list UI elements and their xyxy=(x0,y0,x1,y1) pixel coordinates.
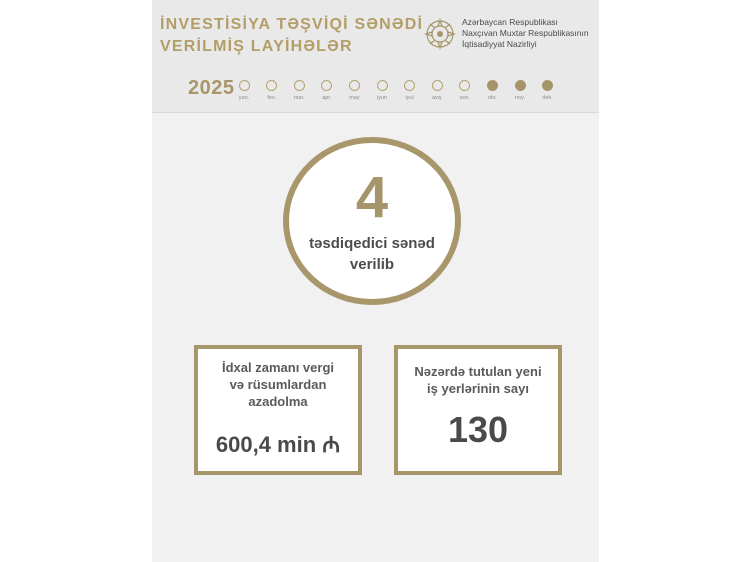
month-item xyxy=(506,80,534,101)
tax-exemption-card xyxy=(194,345,362,475)
new-jobs-value: 130 xyxy=(447,409,509,450)
documents-caption-line-1: təsdiqedici sənəd xyxy=(309,235,435,252)
page-title xyxy=(160,14,423,58)
month-item xyxy=(534,80,562,101)
header-divider xyxy=(152,112,599,113)
month-dot-empty xyxy=(266,80,277,91)
month-dot-empty xyxy=(377,80,388,91)
month-label: fev. xyxy=(267,95,276,101)
title-line-1: İNVESTİSİYA TƏŞVİQİ SƏNƏDİ xyxy=(160,16,424,33)
month-item xyxy=(258,80,286,101)
month-label: dek. xyxy=(542,95,553,101)
month-item xyxy=(340,80,368,101)
month-dot-empty xyxy=(432,80,443,91)
month-dot-empty xyxy=(459,80,470,91)
month-item xyxy=(368,80,396,101)
month-dot-empty xyxy=(294,80,305,91)
ministry-emblem-icon xyxy=(424,18,456,50)
new-jobs-label-line-1: Nəzərdə tutulan yeni xyxy=(414,364,542,379)
approved-documents-circle xyxy=(283,137,461,305)
month-label: apr. xyxy=(322,95,332,101)
month-label: yan. xyxy=(238,95,250,101)
new-jobs-label-line-2: iş yerlərinin sayı xyxy=(427,381,529,396)
ministry-line-2: Naxçıvan Muxtar Respublikasının xyxy=(462,28,589,38)
documents-caption xyxy=(289,233,455,275)
month-label: okt. xyxy=(487,95,497,101)
month-item xyxy=(396,80,424,101)
tax-exemption-label-line-3: azadolma xyxy=(248,394,308,409)
tax-exemption-value: 600,4 min ₼ xyxy=(215,432,341,457)
tax-exemption-label-line-1: İdxal zamanı vergi xyxy=(222,360,334,375)
month-label: noy. xyxy=(515,95,525,101)
ministry-line-1: Azərbaycan Respublikası xyxy=(462,17,558,27)
tax-exemption-label-line-2: və rüsumlardan xyxy=(229,377,327,392)
month-timeline xyxy=(238,80,568,110)
new-jobs-card xyxy=(394,345,562,475)
month-label: may xyxy=(349,95,360,101)
new-jobs-label xyxy=(398,363,558,397)
month-dot-empty xyxy=(349,80,360,91)
month-item xyxy=(313,80,341,101)
month-label: sen. xyxy=(459,95,470,101)
month-label: avq. xyxy=(431,95,443,101)
title-line-2: VERİLMİŞ LAYİHƏLƏR xyxy=(160,38,353,55)
month-dot-filled xyxy=(515,80,526,91)
month-label: iyul xyxy=(405,95,414,101)
month-dot-empty xyxy=(404,80,415,91)
documents-caption-line-2: verilib xyxy=(349,256,395,273)
tax-exemption-label xyxy=(198,359,358,410)
ministry-line-3: İqtisadiyyat Nazirliyi xyxy=(462,39,537,49)
month-label: iyun xyxy=(376,95,388,101)
timeline-year: 2025 xyxy=(188,77,235,99)
month-dot-filled xyxy=(542,80,553,91)
month-item xyxy=(230,80,258,101)
documents-count: 4 xyxy=(355,165,389,230)
month-item xyxy=(478,80,506,101)
month-dot-empty xyxy=(239,80,250,91)
infographic-poster xyxy=(152,0,599,562)
month-item xyxy=(451,80,479,101)
month-label: mar. xyxy=(293,95,305,101)
month-dot-filled xyxy=(487,80,498,91)
ministry-name xyxy=(462,17,597,50)
month-item xyxy=(423,80,451,101)
month-item xyxy=(285,80,313,101)
month-dot-empty xyxy=(321,80,332,91)
